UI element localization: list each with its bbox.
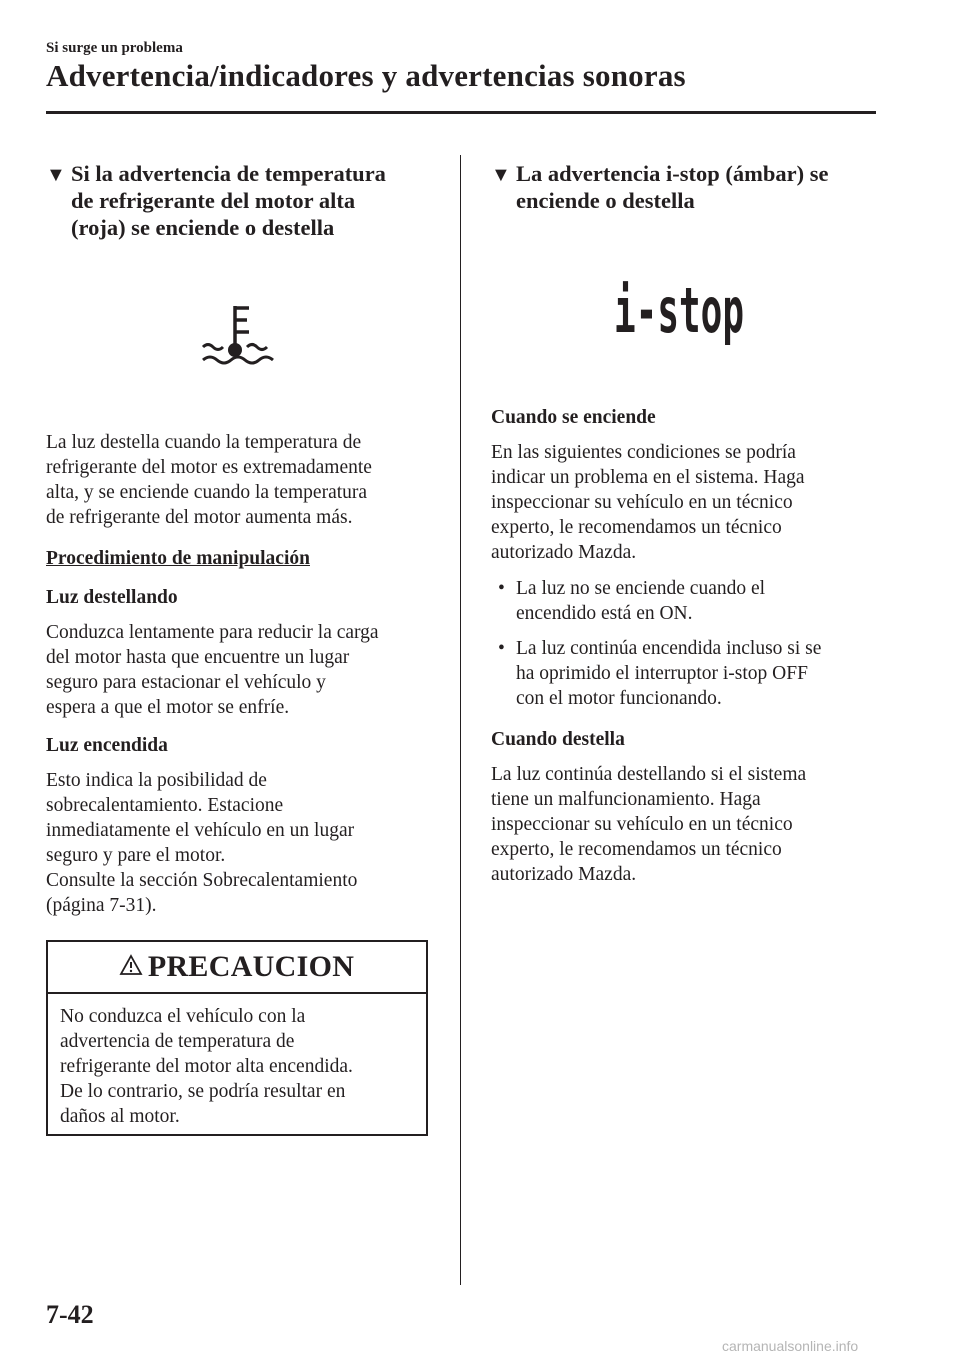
text-line: seguro para estacionar el vehículo y	[46, 672, 326, 693]
text-line: La luz continúa destellando si el sistema	[491, 764, 807, 785]
coolant-intro	[46, 430, 446, 530]
text-line: del motor hasta que encuentre un lugar	[46, 647, 350, 668]
watermark-text: carmanualsonline.info	[722, 1338, 859, 1354]
bullet-icon: •	[498, 578, 505, 599]
text-line: ha oprimido el interruptor i-stop OFF	[516, 663, 808, 684]
text-line: sobrecalentamiento. Estacione	[46, 795, 284, 816]
text-line: (página 7-31).	[46, 895, 157, 916]
text-line: inmediatamente el vehículo en un lugar	[46, 820, 355, 841]
text-line: tiene un malfuncionamiento. Haga	[491, 789, 761, 810]
text-line: indicar un problema en el sistema. Haga	[491, 467, 805, 488]
procedure-heading: Procedimiento de manipulación	[46, 548, 310, 569]
when-flashing-text	[491, 762, 891, 887]
istop-section-title	[491, 160, 891, 214]
istop-icon-text: i-stop	[614, 274, 744, 347]
page-number: 7-42	[46, 1300, 94, 1329]
section-triangle-icon: ▼	[491, 164, 511, 186]
light-on-text	[46, 768, 446, 918]
header-rule	[46, 111, 876, 114]
istop-title-line: enciende o destella	[516, 188, 695, 213]
caution-text	[48, 994, 426, 1139]
text-line: experto, le recomendamos un técnico	[491, 839, 782, 860]
column-divider	[460, 155, 461, 1285]
caution-label: PRECAUCION	[147, 950, 355, 983]
chapter-label: Si surge un problema	[46, 40, 183, 56]
section-triangle-icon: ▼	[46, 164, 66, 186]
light-on-heading: Luz encendida	[46, 735, 168, 756]
istop-title-line: La advertencia i-stop (ámbar) se	[516, 161, 829, 186]
text-line: inspeccionar su vehículo en un técnico	[491, 492, 793, 513]
warning-triangle-icon	[120, 955, 142, 980]
coolant-temperature-icon	[197, 300, 273, 376]
when-on-text	[491, 440, 891, 565]
page-heading: Advertencia/indicadores y advertencias sonoras	[46, 58, 686, 93]
text-line: La luz destella cuando la temperatura de	[46, 432, 362, 453]
text-line: encendido está en ON.	[516, 603, 693, 624]
text-line: seguro y pare el motor.	[46, 845, 226, 866]
text-line: inspeccionar su vehículo en un técnico	[491, 814, 793, 835]
text-line: alta, y se enciende cuando la temperatura	[46, 482, 368, 503]
text-line: experto, le recomendamos un técnico	[491, 517, 782, 538]
flashing-heading: Luz destellando	[46, 587, 178, 608]
text-line: de refrigerante del motor aumenta más.	[46, 507, 353, 528]
text-line: Consulte la sección Sobrecalentamiento	[46, 870, 358, 891]
text-line: Esto indica la posibilidad de	[46, 770, 267, 791]
coolant-title-line: Si la advertencia de temperatura	[71, 161, 386, 186]
caution-box	[46, 940, 428, 1136]
flashing-text	[46, 620, 446, 720]
coolant-title-line: (roja) se enciende o destella	[71, 215, 335, 240]
text-line: advertencia de temperatura de	[60, 1031, 295, 1052]
caution-header	[48, 942, 426, 994]
text-line: De lo contrario, se podría resultar en	[60, 1081, 346, 1102]
text-line: En las siguientes condiciones se podría	[491, 442, 796, 463]
text-line: refrigerante del motor alta encendida.	[60, 1056, 353, 1077]
text-line: con el motor funcionando.	[516, 688, 722, 709]
text-line: refrigerante del motor es extremadamente	[46, 457, 372, 478]
list-item	[491, 636, 891, 711]
text-line: No conduzca el vehículo con la	[60, 1006, 306, 1027]
text-line: Conduzca lentamente para reducir la carga	[46, 622, 379, 643]
when-flashing-heading: Cuando destella	[491, 729, 625, 750]
istop-indicator-icon	[612, 270, 747, 350]
when-on-heading: Cuando se enciende	[491, 407, 656, 428]
text-line: autorizado Mazda.	[491, 864, 637, 885]
text-line: La luz continúa encendida incluso si se	[516, 638, 822, 659]
bullet-icon: •	[498, 638, 505, 659]
text-line: autorizado Mazda.	[491, 542, 637, 563]
text-line: La luz no se enciende cuando el	[516, 578, 766, 599]
text-line: espera a que el motor se enfríe.	[46, 697, 290, 718]
coolant-section-title	[46, 160, 446, 241]
coolant-title-line: de refrigerante del motor alta	[71, 188, 356, 213]
text-line: daños al motor.	[60, 1106, 180, 1127]
list-item	[491, 576, 891, 626]
condition-list	[491, 576, 891, 711]
